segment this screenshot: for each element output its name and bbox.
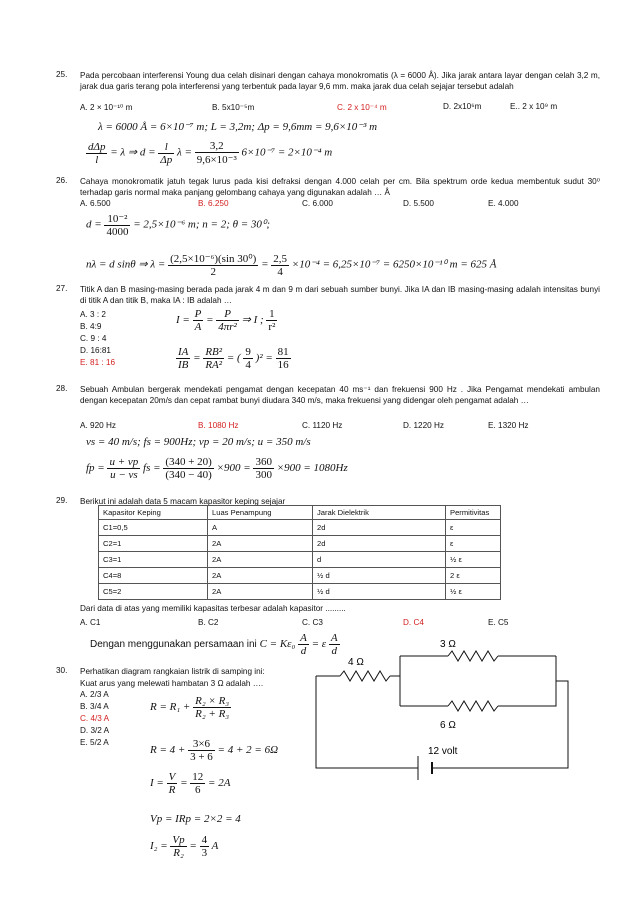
q25-option-c: C. 2 x 10⁻⁴ m xyxy=(337,103,387,112)
q30-text-2: Kuat arus yang melewati hambatan 3 Ω adalah …. xyxy=(80,679,264,688)
q28-number: 28. xyxy=(56,384,68,393)
q30-current: I = $\frac{V}{R}$ = $\frac{12}{6}$ = 2A xyxy=(150,771,231,796)
table-cell: ½ d xyxy=(313,568,446,584)
table-cell: C1=0,5 xyxy=(99,520,208,536)
circuit-wire xyxy=(316,676,418,768)
table-cell: 2A xyxy=(208,568,313,584)
table-cell: ½ d xyxy=(313,584,446,600)
q29-question: Dari data di atas yang memiliki kapasitas terbesar adalah kapasitor ......... xyxy=(80,604,346,613)
table-header: Kapasitor Keping xyxy=(99,506,208,520)
q27-option-c: C. 9 : 4 xyxy=(80,334,107,343)
table-cell: 2A xyxy=(208,552,313,568)
q26-solution: nλ = d sinθ ⇒ λ = $\frac{\text{(2,5×10⁻⁶)(sin 30⁰)}}{2}$ = $\frac{2,5}{4}$ ×10⁻⁴ = 6,25×10⁻⁷ = 6250×10⁻¹⁰ m = 625 Å xyxy=(86,252,497,278)
q27-option-e: E. 81 : 16 xyxy=(80,358,116,367)
q27-number: 27. xyxy=(56,284,68,293)
label-r3: 6 Ω xyxy=(440,720,456,731)
q25-option-d: D. 2x10⁶m xyxy=(443,102,482,111)
table-cell: 2 ε xyxy=(446,568,501,584)
label-battery: 12 volt xyxy=(428,746,458,757)
q30-branch-current: I₂ = $\frac{Vp}{\text{R₂}}$ = $\frac{4}{3}$ A xyxy=(150,834,219,859)
table-cell: ½ ε xyxy=(446,584,501,600)
q26-given: d = $\frac{\text{10⁻²}}{4000}$ = 2,5×10⁻⁶ m; n = 2; θ = 30⁰; xyxy=(86,213,271,238)
table-cell: 2d xyxy=(313,520,446,536)
resistor-6-ohm xyxy=(448,701,498,711)
label-r1: 4 Ω xyxy=(348,657,364,668)
table-cell: ε xyxy=(446,520,501,536)
q26-option-a: A. 6.500 xyxy=(80,199,111,208)
q28-option-d: D. 1220 Hz xyxy=(403,421,444,430)
table-cell: C2=1 xyxy=(99,536,208,552)
q26-number: 26. xyxy=(56,176,68,185)
q27-solution: $\frac{IA}{IB}$ = $\frac{\text{RB²}}{\text{RA²}}$ = ( $\frac{9}{4}$ )² = $\frac{81}{16}$ xyxy=(178,346,289,371)
table-cell: C5=2 xyxy=(99,584,208,600)
q25-solution: $\frac{\text{dΔp}}{l}$ = λ ⇒ d = $\frac{l}{\Delta p}$ λ = $\frac{3,2}{\text{9,6×10⁻³}}$ 6×10⁻⁷ = 2×10⁻⁴ m xyxy=(88,140,333,166)
q25-option-e: E.. 2 x 10⁹ m xyxy=(510,102,558,111)
table-cell: A xyxy=(208,520,313,536)
q30-option-a: A. 2/3 A xyxy=(80,690,109,699)
q25-number: 25. xyxy=(56,70,68,79)
table-header: Luas Penampung xyxy=(208,506,313,520)
table-header: Jarak Dielektrik xyxy=(313,506,446,520)
table-row xyxy=(99,536,501,552)
q27-text: Titik A dan B masing-masing berada pada jarak 4 m dan 9 m dari sebuah sumber bunyi. Jika IA dan IB masing-masing adalah intensitas bunyi di titik A dan titik B, maka IA : IB adalah … xyxy=(80,285,600,305)
q25-given: λ = 6000 Å = 6×10⁻⁷ m; L = 3,2m; Δp = 9,6mm = 9,6×10⁻³ m xyxy=(98,121,378,133)
table-cell: 2A xyxy=(208,584,313,600)
table-header: Permitivitas xyxy=(446,506,501,520)
table-cell: d xyxy=(313,552,446,568)
circuit-diagram xyxy=(300,636,600,786)
q30-option-b: B. 3/4 A xyxy=(80,702,109,711)
q29-text: Berikut ini adalah data 5 macam kapasitor keping sejajar xyxy=(80,497,286,506)
q29-option-d: D. C4 xyxy=(403,618,424,627)
q28-option-e: E. 1320 Hz xyxy=(488,421,529,430)
q26-option-d: D. 5.500 xyxy=(403,199,434,208)
q28-solution: fp = $\frac{u + vp}{u - vs}$ fs = $\frac{(340 + 20)}{(340 - 40)}$ ×900 = $\frac{360}{300}$ ×900 = 1080Hz xyxy=(86,456,348,481)
table-header-row xyxy=(99,506,501,520)
circuit-wire xyxy=(498,656,556,706)
q29-formula: Dengan menggunakan persamaan ini C = Kε₀ $\frac{A}{d}$ = ε $\frac{A}{d}$ xyxy=(90,632,338,657)
q27-option-a: A. 3 : 2 xyxy=(80,310,106,319)
q26-option-c: C. 6.000 xyxy=(302,199,333,208)
q26-option-b: B. 6.250 xyxy=(198,199,229,208)
table-row xyxy=(99,568,501,584)
table-cell: C4=8 xyxy=(99,568,208,584)
q29-option-a: A. C1 xyxy=(80,618,101,627)
label-r2: 3 Ω xyxy=(440,639,456,650)
resistor-3-ohm xyxy=(448,651,498,661)
q29-option-e: E. C5 xyxy=(488,618,509,627)
table-row xyxy=(99,552,501,568)
q27-option-b: B. 4:9 xyxy=(80,322,102,331)
q25-option-a: A. 2 × 10⁻¹⁰ m xyxy=(80,103,133,112)
q30-option-e: E. 5/2 A xyxy=(80,738,109,747)
q28-option-b: B. 1080 Hz xyxy=(198,421,239,430)
q30-text-1: Perhatikan diagram rangkaian listrik di samping ini: xyxy=(80,667,265,676)
table-row xyxy=(99,584,501,600)
q28-option-a: A. 920 Hz xyxy=(80,421,116,430)
q30-option-d: D. 3/2 A xyxy=(80,726,110,735)
table-cell: 2A xyxy=(208,536,313,552)
q30-option-c: C. 4/3 A xyxy=(80,714,110,723)
q28-text: Sebuah Ambulan bergerak mendekati pengamat dengan kecepatan 40 ms⁻¹ dan frekuensi 900 Hz . Jika Pengamat mendekati ambulan dengan kecepatan 20m/s dan cepat rambat bunyi diudara 340 m/s, maka frekuensi yang didengar oleh pengamat adalah … xyxy=(80,385,600,405)
q27-formula: I = $\frac{P}{A}$ = $\frac{P}{\text{4πr²}}$ ⇒ I ; $\frac{1}{\text{r²}}$ xyxy=(176,308,276,333)
resistor-4-ohm xyxy=(340,671,390,681)
q30-formula: R = R₁ + $\frac{\text{R₂ × R₃}}{\text{R₂ + R₃}}$ xyxy=(150,695,230,720)
q25-text: Pada percobaan interferensi Young dua celah disinari dengan cahaya monokromatis (λ = 6000 Å). Jika jarak antara layar dengan celah 3,2 m, jarak dua garis terang pola interferensi yang terbentuk pada layar 9,6 mm. maka jarak dua celah sejajar tersebut adalah xyxy=(80,71,600,91)
q28-option-c: C. 1120 Hz xyxy=(302,421,343,430)
q26-option-e: E. 4.000 xyxy=(488,199,519,208)
table-row xyxy=(99,520,501,536)
q29-number: 29. xyxy=(56,496,68,505)
table-cell: ½ ε xyxy=(446,552,501,568)
q28-given: vs = 40 m/s; fs = 900Hz; vp = 20 m/s; u = 350 m/s xyxy=(86,436,311,448)
q27-option-d: D. 16:81 xyxy=(80,346,111,355)
q30-number: 30. xyxy=(56,666,68,675)
capacitor-table xyxy=(98,505,501,600)
q26-text: Cahaya monokromatik jatuh tegak lurus pada kisi defraksi dengan 4.000 celah per cm. Bila spektrum orde kedua membentuk sudut 30⁰ terhadap garis normal maka panjang gelombang cahaya yang digunakan adalah … Å xyxy=(80,177,600,197)
q30-parallel-voltage: Vp = IRp = 2×2 = 4 xyxy=(150,813,241,825)
table-cell: ε xyxy=(446,536,501,552)
q25-option-b: B. 5x10⁻⁵m xyxy=(212,103,255,112)
q29-option-b: B. C2 xyxy=(198,618,219,627)
table-cell: C3=1 xyxy=(99,552,208,568)
q30-total-resistance: R = 4 + $\frac{3\times 6}{3 + 6}$ = 4 + 2 = 6Ω xyxy=(150,738,279,763)
q29-option-c: C. C3 xyxy=(302,618,323,627)
table-cell: 2d xyxy=(313,536,446,552)
